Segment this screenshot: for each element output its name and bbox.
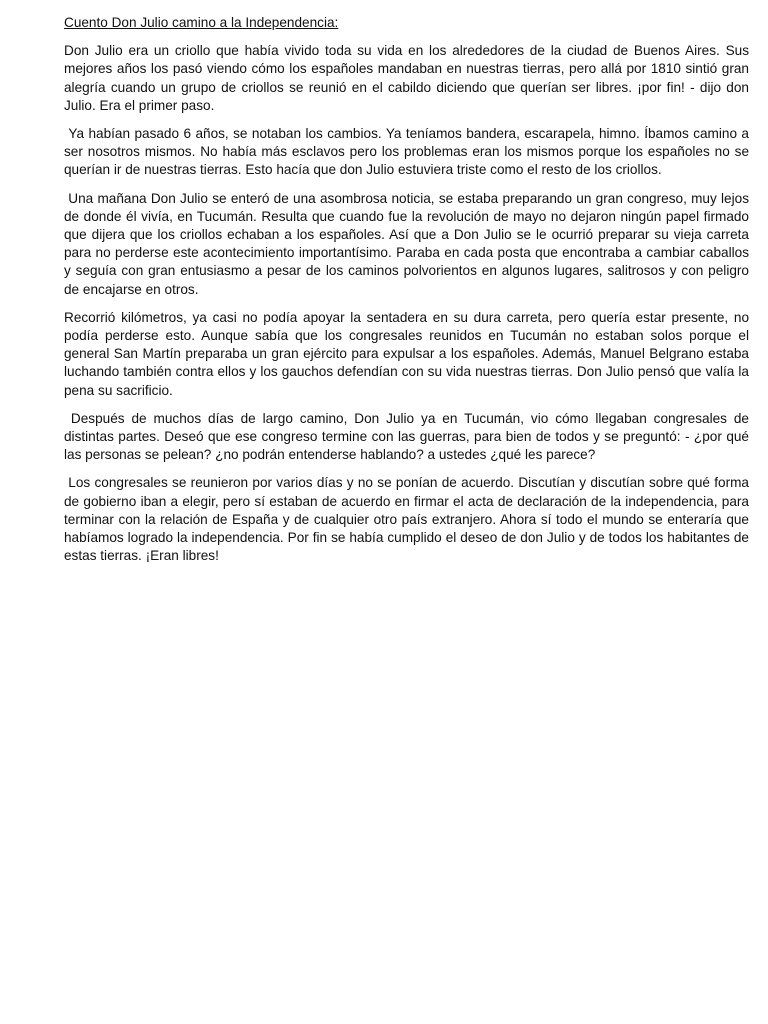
document-page [64, 14, 753, 575]
paragraph-4: Recorrió kilómetros, ya casi no podía apoyar la sentadera en su dura carreta, pero quería estar presente, no podía perderse esto. Aunque sabía que los congresales reunidos en Tucumán no estaban solos porque el general San Martín preparaba un gran ejército para expulsar a los españoles. Además, Manuel Belgrano estaba luchando también contra ellos y los gauchos defendían con su vida nuestras tierras. Don Julio pensó que valía la pena su sacrificio. [64, 309, 753, 398]
paragraph-6: Los congresales se reunieron por varios días y no se ponían de acuerdo. Discutían y discutían sobre qué forma de gobierno iban a elegir, pero sí estaban de acuerdo en firmar el acta de declaración de la independencia, para terminar con la relación de España y de cualquier otro país extranjero. Ahora sí todo el mundo se enteraría que habíamos logrado la independencia. Por fin se había cumplido el deseo de don Julio y de todos los habitantes de estas tierras. ¡Eran libres! [64, 475, 753, 564]
document-title: Cuento Don Julio camino a la Independencia: [64, 15, 339, 30]
paragraph-5: Después de muchos días de largo camino, Don Julio ya en Tucumán, vio cómo llegaban congresales de distintas partes. Deseó que ese congreso termine con las guerras, para bien de todos y se preguntó: - ¿por qué las personas se pelean? ¿no podrán entenderse hablando? a ustedes ¿qué les parece? [64, 410, 753, 463]
paragraph-2: Ya habían pasado 6 años, se notaban los cambios. Ya teníamos bandera, escarapela, himno. Íbamos camino a ser nosotros mismos. No había más esclavos pero los problemas eran los mismos porque los españoles no se querían ir de nuestras tierras. Esto hacía que don Julio estuviera triste como el resto de los criollos. [64, 126, 753, 178]
paragraph-1: Don Julio era un criollo que había vivido toda su vida en los alrededores de la ciudad de Buenos Aires. Sus mejores años los pasó viendo cómo los españoles mandaban en nuestras tierras, pero allá por 1810 sintió gran alegría cuando un grupo de criollos se reunió en el cabildo diciendo que querían ser libres. ¡por fin! - dijo don Julio. Era el primer paso. [64, 43, 753, 113]
paragraph-3: Una mañana Don Julio se enteró de una asombrosa noticia, se estaba preparando un gran congreso, muy lejos de donde él vivía, en Tucumán. Resulta que cuando fue la revolución de mayo no dejaron ningún papel firmado que dijera que los criollos echaban a los españoles. Así que a Don Julio se le ocurrió preparar su vieja carreta para no perderse este acontecimiento importantísimo. Paraba en cada posta que encontraba a cambiar caballos y seguía con gran entusiasmo a pesar de los caminos polvorientos en algunos lugares, salitrosos y con peligro de encajarse en otros. [64, 190, 753, 297]
